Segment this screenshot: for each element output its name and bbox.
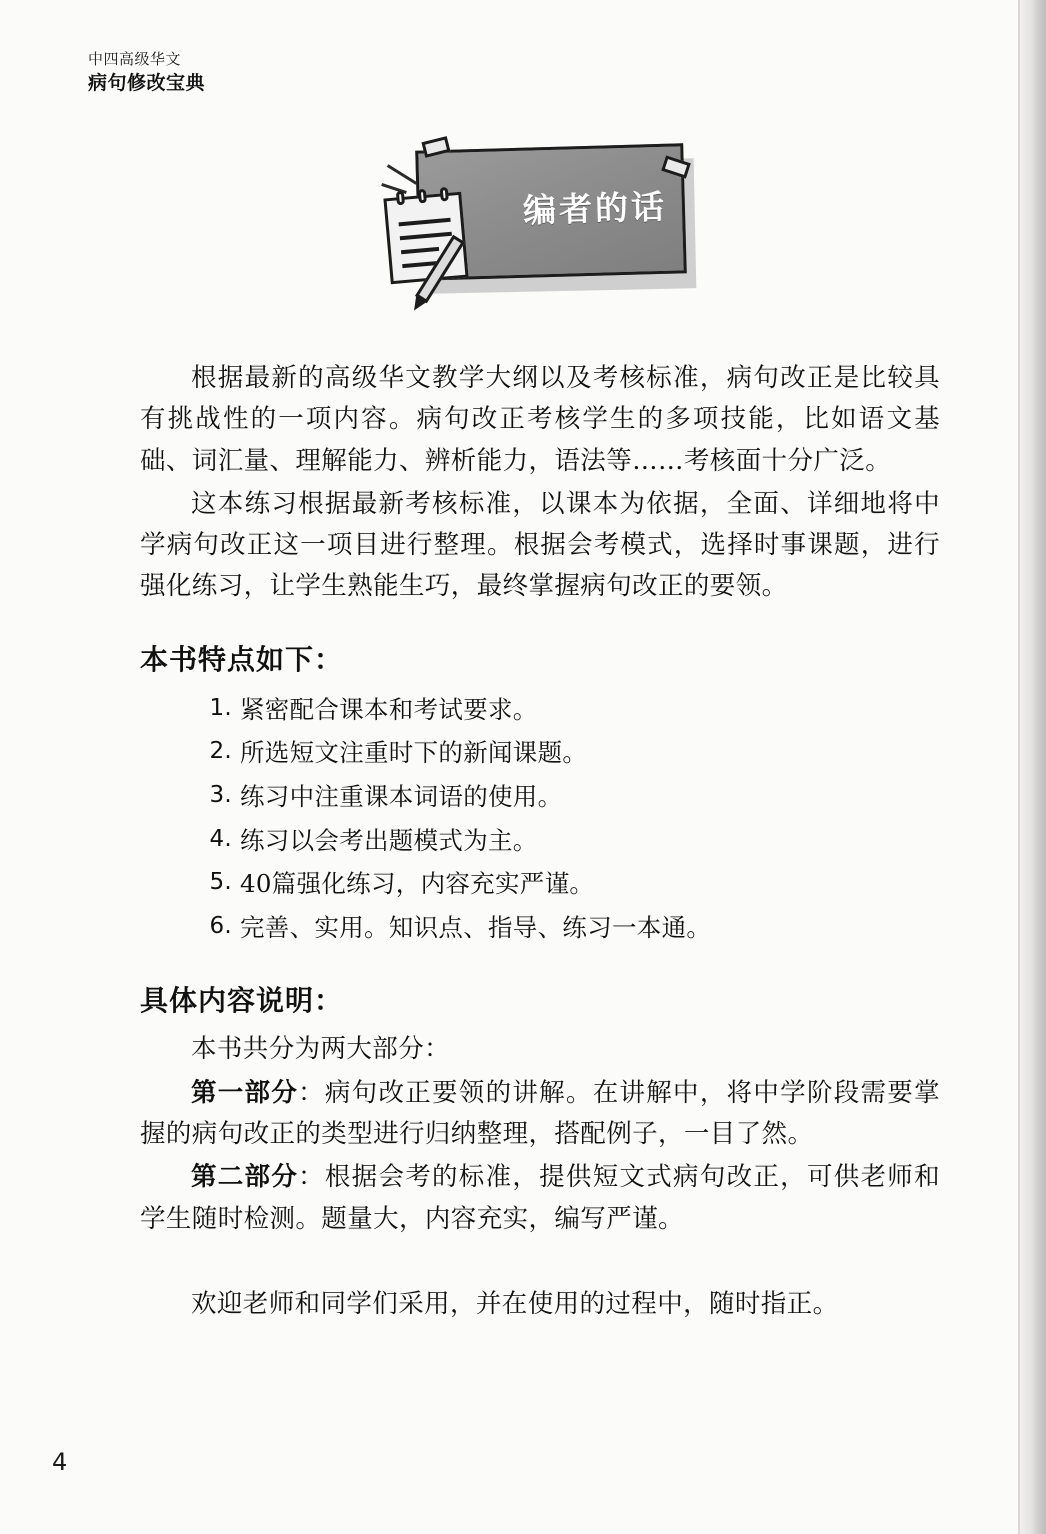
header-book-title: 病句修改宝典	[88, 71, 206, 94]
contents-intro: 本书共分为两大部分：	[191, 1034, 451, 1065]
notepad-line	[400, 232, 452, 241]
paragraph-1: 根据最新的高级华文教学大纲以及考核标准，病句改正是比较具有挑战性的一项内容。病句改正考核学生的多项技能，比如语文基础、词汇量、理解能力、辨析能力，语法等……考核面十分广泛。	[140, 363, 940, 476]
list-item: 40篇强化练习，内容充实严谨。	[240, 869, 595, 899]
page-edge-shadow	[1020, 0, 1046, 1534]
list-item: 练习中注重课本词语的使用。	[240, 782, 563, 811]
list-item: 所选短文注重时下的新闻课题。	[240, 738, 588, 768]
notepad-ring-icon	[440, 187, 449, 202]
part-two-label: 第二部分	[191, 1162, 299, 1193]
part-two-paragraph	[140, 1157, 940, 1240]
motion-streak-icon	[387, 164, 417, 185]
notepad-line	[399, 218, 451, 227]
section-heading-features: 本书特点如下：	[140, 642, 344, 676]
header-subject: 中四高级华文	[88, 50, 182, 68]
part-two-text: ：根据会考的标准，提供短文式病句改正，可供老师和学生随时检测。题量大，内容充实，编写严谨。	[140, 1162, 940, 1234]
section-title: 编者的话	[522, 186, 668, 231]
part-one-text: ：病句改正要领的讲解。在讲解中，将中学阶段需要掌握的病句改正的类型进行归纳整理，搭配例子，一目了然。	[140, 1077, 940, 1150]
notepad-ring-icon	[396, 191, 405, 206]
list-item: 完善、实用。知识点、指导、练习一本通。	[240, 912, 712, 942]
page-number: 4	[52, 1448, 68, 1476]
part-one-label: 第一部分	[191, 1077, 299, 1108]
notepad-line	[401, 247, 439, 254]
page-edge-line	[1018, 0, 1020, 1534]
features-list	[140, 688, 940, 950]
page-content	[140, 358, 940, 1325]
running-header	[88, 50, 205, 96]
list-item: 练习以会考出题模式为主。	[240, 825, 538, 855]
paragraph-2: 这本练习根据最新考核标准，以课本为依据，全面、详细地将中学病句改正这一项目进行整理。根据会考模式，选择时事课题，进行强化练习，让学生熟能生巧，最终掌握病句改正的要领。	[140, 488, 940, 602]
notepad-ring-icon	[418, 189, 427, 204]
part-one-paragraph	[140, 1073, 940, 1156]
section-title-banner	[375, 125, 705, 300]
list-item: 紧密配合课本和考试要求。	[240, 694, 538, 724]
section-heading-contents: 具体内容说明：	[140, 984, 344, 1018]
closing-paragraph: 欢迎老师和同学们采用，并在使用的过程中，随时指正。	[191, 1288, 839, 1319]
